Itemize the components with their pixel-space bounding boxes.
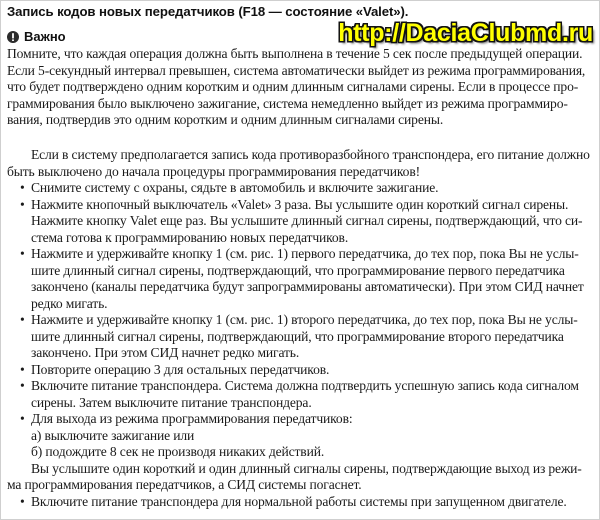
step-item bbox=[7, 246, 597, 312]
notice-line: граммирования было выключено зажигание, система немедленно выйдет из режима программиро- bbox=[7, 95, 568, 111]
watermark-url: http://DaciaClubmd.ru bbox=[338, 19, 593, 47]
intro-line: быть выключено до начала процедуры программирования передатчиков! bbox=[7, 163, 420, 179]
step-line: шите длинный сигнал сирены, подтверждающий, что программирование первого передатчика bbox=[31, 262, 565, 278]
final-step-line: Включите питание транспондера для нормальной работы системы при запущенном двигателе. bbox=[31, 493, 567, 509]
step-item bbox=[7, 411, 597, 461]
step-item bbox=[7, 494, 597, 511]
notice-line: Помните, что каждая операция должна быть выполнена в течение 5 сек после предыдущей операции. bbox=[7, 46, 583, 61]
procedure-steps bbox=[7, 180, 597, 461]
exclamation-icon bbox=[7, 31, 19, 43]
important-label: Важно bbox=[24, 29, 66, 44]
bullet-icon: • bbox=[20, 196, 25, 212]
step-line: закончено (каналы передатчика будут запрограммированы автоматически). При этом СИД начнет bbox=[31, 279, 584, 294]
step-line: Для выхода из режима программирования передатчиков: bbox=[31, 411, 353, 426]
step-item bbox=[7, 197, 597, 247]
important-notice bbox=[7, 46, 597, 129]
intro-line: Если в систему предполагается запись кода противоразбойного транспондера, его питание должно bbox=[31, 147, 590, 162]
bullet-icon: • bbox=[20, 411, 25, 426]
sub-option: б) подождите 8 сек не производя никаких действий. bbox=[31, 444, 325, 459]
step-line: сирены. Затем выключите питание транспондера. bbox=[31, 394, 312, 410]
notice-line: что будет подтверждено одним коротким и одним длинным сигналами сирены. Если в процессе про- bbox=[7, 79, 579, 94]
step-line: стема готова к программированию новых передатчиков. bbox=[31, 229, 349, 245]
step-line: Нажмите кнопочный выключатель «Valet» 3 раза. Вы услышите один короткий сигнал сирены. bbox=[31, 196, 569, 212]
bullet-icon: • bbox=[20, 361, 25, 377]
bullet-icon: • bbox=[20, 378, 25, 393]
step-line: Включите питание транспондера. Система должна подтвердить успешную запись кода сигналом bbox=[31, 378, 579, 393]
procedure-text bbox=[7, 147, 597, 510]
step-line: Снимите систему с охраны, сядьте в автомобиль и включите зажигание. bbox=[31, 180, 439, 195]
important-callout-header bbox=[7, 29, 66, 44]
bullet-icon: • bbox=[20, 493, 25, 509]
step-line: Нажмите и удерживайте кнопку 1 (см. рис. 1) первого передатчика, до тех пор, пока Вы не услы- bbox=[31, 246, 579, 261]
exit-note-line: ма программирования передатчиков, а СИД системы погаснет. bbox=[7, 477, 362, 492]
step-line: шите длинный сигнал сирены, подтверждающий, что программирование второго передатчика bbox=[31, 328, 564, 344]
step-item bbox=[7, 180, 597, 197]
step-item bbox=[7, 312, 597, 362]
bullet-icon: • bbox=[20, 246, 25, 261]
step-line: Повторите операцию 3 для остальных передатчиков. bbox=[31, 361, 330, 377]
notice-line: вания, подтвердив это одним коротким и одним длинным сигналами сирены. bbox=[7, 112, 444, 127]
step-line: редко мигать. bbox=[31, 295, 108, 311]
bullet-icon: • bbox=[20, 312, 25, 327]
section-heading: Запись кодов новых передатчиков (F18 — состояние «Valet»). bbox=[7, 4, 409, 19]
step-item bbox=[7, 362, 597, 379]
step-line: Нажмите и удерживайте кнопку 1 (см. рис. 1) второго передатчика, до тех пор, пока Вы не услы- bbox=[31, 312, 578, 327]
bullet-icon: • bbox=[20, 180, 25, 195]
step-line: закончено. При этом СИД начнет редко мигать. bbox=[31, 345, 300, 360]
step-line: Нажмите кнопку Valet еще раз. Вы услышите длинный сигнал сирены, подтверждающий, что си- bbox=[31, 213, 583, 228]
step-item bbox=[7, 378, 597, 411]
sub-option: а) выключите зажигание или bbox=[31, 427, 195, 443]
notice-line: Если 5-секундный интервал превышен, система автоматически выйдет из режима программирования, bbox=[7, 62, 586, 78]
exit-note-line: Вы услышите один короткий и один длинный сигналы сирены, подтверждающие выход из режи- bbox=[31, 460, 582, 476]
